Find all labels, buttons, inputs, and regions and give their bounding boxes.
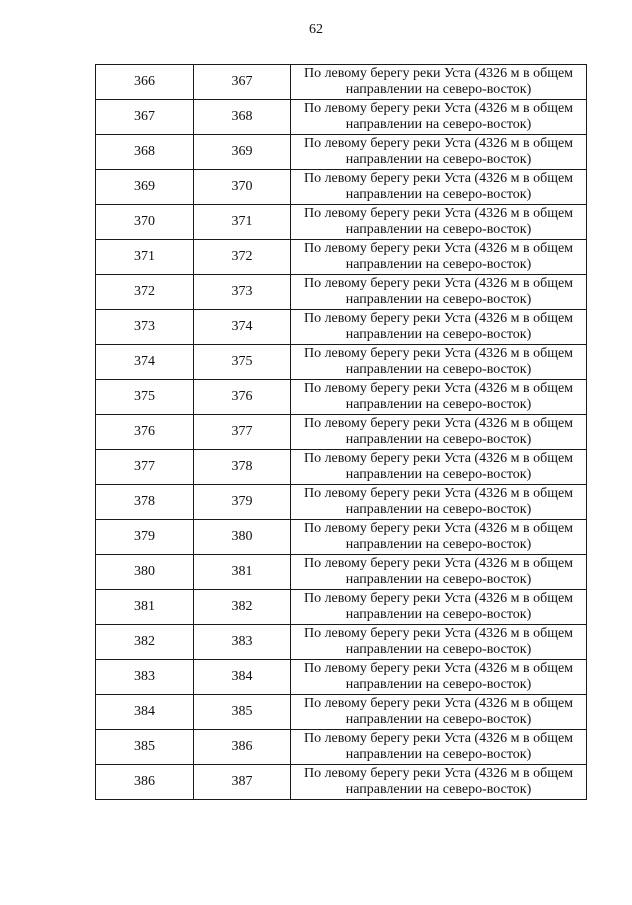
from-point-cell: 369 bbox=[96, 170, 194, 205]
description-cell: По левому берегу реки Уста (4326 м в общем направлении на северо-восток) bbox=[291, 555, 587, 590]
from-point-cell: 378 bbox=[96, 485, 194, 520]
description-cell: По левому берегу реки Уста (4326 м в общем направлении на северо-восток) bbox=[291, 345, 587, 380]
description-cell: По левому берегу реки Уста (4326 м в общем направлении на северо-восток) bbox=[291, 170, 587, 205]
to-point-cell: 383 bbox=[194, 625, 291, 660]
to-point-cell: 370 bbox=[194, 170, 291, 205]
from-point-cell: 373 bbox=[96, 310, 194, 345]
table-row bbox=[96, 765, 587, 800]
from-point-cell: 376 bbox=[96, 415, 194, 450]
table-row bbox=[96, 730, 587, 765]
to-point-cell: 381 bbox=[194, 555, 291, 590]
description-cell: По левому берегу реки Уста (4326 м в общем направлении на северо-восток) bbox=[291, 695, 587, 730]
table-row bbox=[96, 310, 587, 345]
table-row bbox=[96, 485, 587, 520]
table-row bbox=[96, 205, 587, 240]
to-point-cell: 372 bbox=[194, 240, 291, 275]
from-point-cell: 371 bbox=[96, 240, 194, 275]
boundary-description-table bbox=[95, 64, 587, 800]
to-point-cell: 379 bbox=[194, 485, 291, 520]
description-cell: По левому берегу реки Уста (4326 м в общем направлении на северо-восток) bbox=[291, 100, 587, 135]
description-cell: По левому берегу реки Уста (4326 м в общем направлении на северо-восток) bbox=[291, 730, 587, 765]
page-number: 62 bbox=[309, 22, 323, 37]
from-point-cell: 381 bbox=[96, 590, 194, 625]
from-point-cell: 386 bbox=[96, 765, 194, 800]
description-cell: По левому берегу реки Уста (4326 м в общем направлении на северо-восток) bbox=[291, 380, 587, 415]
table-row bbox=[96, 65, 587, 100]
to-point-cell: 384 bbox=[194, 660, 291, 695]
to-point-cell: 386 bbox=[194, 730, 291, 765]
table-row bbox=[96, 170, 587, 205]
description-cell: По левому берегу реки Уста (4326 м в общем направлении на северо-восток) bbox=[291, 660, 587, 695]
from-point-cell: 380 bbox=[96, 555, 194, 590]
to-point-cell: 371 bbox=[194, 205, 291, 240]
table-row bbox=[96, 100, 587, 135]
table-row bbox=[96, 275, 587, 310]
description-cell: По левому берегу реки Уста (4326 м в общем направлении на северо-восток) bbox=[291, 205, 587, 240]
description-cell: По левому берегу реки Уста (4326 м в общем направлении на северо-восток) bbox=[291, 275, 587, 310]
from-point-cell: 375 bbox=[96, 380, 194, 415]
description-cell: По левому берегу реки Уста (4326 м в общем направлении на северо-восток) bbox=[291, 485, 587, 520]
table-row bbox=[96, 625, 587, 660]
to-point-cell: 387 bbox=[194, 765, 291, 800]
to-point-cell: 367 bbox=[194, 65, 291, 100]
to-point-cell: 375 bbox=[194, 345, 291, 380]
description-cell: По левому берегу реки Уста (4326 м в общем направлении на северо-восток) bbox=[291, 765, 587, 800]
table-row bbox=[96, 240, 587, 275]
description-cell: По левому берегу реки Уста (4326 м в общем направлении на северо-восток) bbox=[291, 450, 587, 485]
to-point-cell: 378 bbox=[194, 450, 291, 485]
table-row bbox=[96, 695, 587, 730]
description-cell: По левому берегу реки Уста (4326 м в общем направлении на северо-восток) bbox=[291, 415, 587, 450]
from-point-cell: 377 bbox=[96, 450, 194, 485]
from-point-cell: 370 bbox=[96, 205, 194, 240]
to-point-cell: 369 bbox=[194, 135, 291, 170]
table-row bbox=[96, 450, 587, 485]
description-cell: По левому берегу реки Уста (4326 м в общем направлении на северо-восток) bbox=[291, 310, 587, 345]
to-point-cell: 373 bbox=[194, 275, 291, 310]
to-point-cell: 385 bbox=[194, 695, 291, 730]
to-point-cell: 374 bbox=[194, 310, 291, 345]
from-point-cell: 372 bbox=[96, 275, 194, 310]
table-row bbox=[96, 555, 587, 590]
description-cell: По левому берегу реки Уста (4326 м в общем направлении на северо-восток) bbox=[291, 590, 587, 625]
from-point-cell: 379 bbox=[96, 520, 194, 555]
from-point-cell: 382 bbox=[96, 625, 194, 660]
table-row bbox=[96, 345, 587, 380]
description-cell: По левому берегу реки Уста (4326 м в общем направлении на северо-восток) bbox=[291, 65, 587, 100]
from-point-cell: 368 bbox=[96, 135, 194, 170]
table-row bbox=[96, 660, 587, 695]
from-point-cell: 385 bbox=[96, 730, 194, 765]
from-point-cell: 374 bbox=[96, 345, 194, 380]
from-point-cell: 366 bbox=[96, 65, 194, 100]
table-row bbox=[96, 520, 587, 555]
description-cell: По левому берегу реки Уста (4326 м в общем направлении на северо-восток) bbox=[291, 240, 587, 275]
from-point-cell: 384 bbox=[96, 695, 194, 730]
to-point-cell: 368 bbox=[194, 100, 291, 135]
table-row bbox=[96, 590, 587, 625]
from-point-cell: 383 bbox=[96, 660, 194, 695]
table-row bbox=[96, 380, 587, 415]
to-point-cell: 382 bbox=[194, 590, 291, 625]
table-row bbox=[96, 135, 587, 170]
to-point-cell: 376 bbox=[194, 380, 291, 415]
description-cell: По левому берегу реки Уста (4326 м в общем направлении на северо-восток) bbox=[291, 625, 587, 660]
table-row bbox=[96, 415, 587, 450]
description-cell: По левому берегу реки Уста (4326 м в общем направлении на северо-восток) bbox=[291, 520, 587, 555]
description-cell: По левому берегу реки Уста (4326 м в общем направлении на северо-восток) bbox=[291, 135, 587, 170]
to-point-cell: 377 bbox=[194, 415, 291, 450]
to-point-cell: 380 bbox=[194, 520, 291, 555]
from-point-cell: 367 bbox=[96, 100, 194, 135]
